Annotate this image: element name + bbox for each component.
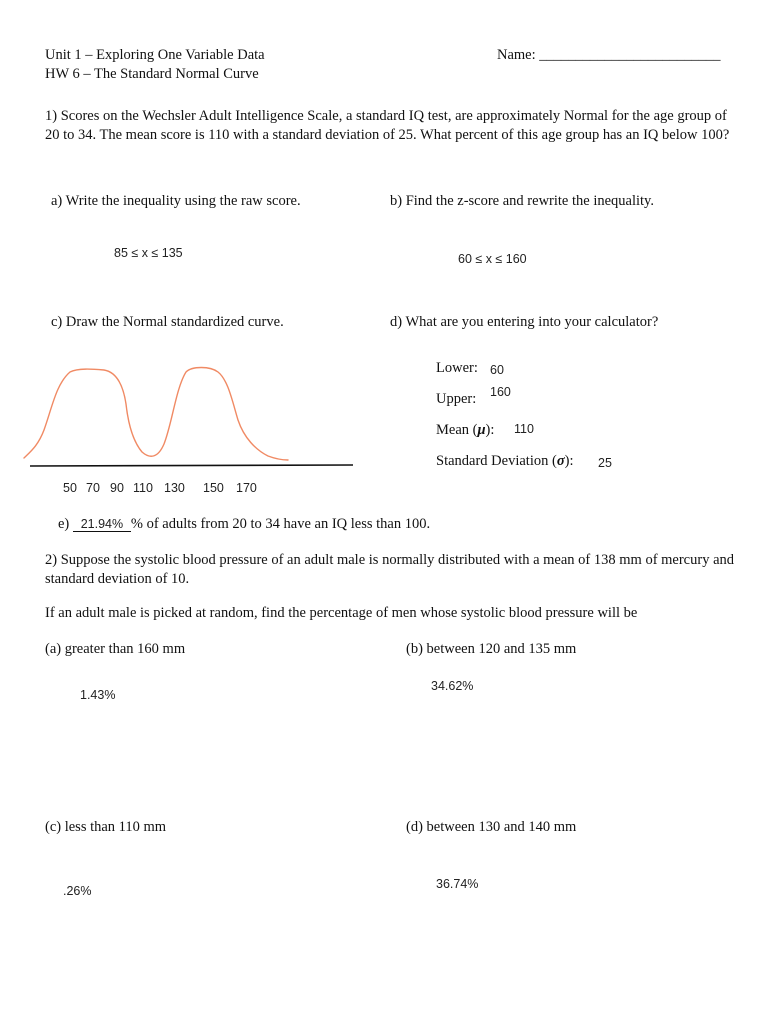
homework-title: HW 6 – The Standard Normal Curve bbox=[45, 66, 259, 82]
q1e-prefix: e) bbox=[58, 516, 70, 532]
axis-label: 110 bbox=[133, 481, 153, 495]
axis-label: 130 bbox=[164, 481, 185, 495]
calc-sd-label-end: ): bbox=[564, 453, 574, 469]
q1a-label: a) Write the inequality using the raw score. bbox=[51, 193, 301, 209]
sigma-symbol: σ bbox=[556, 453, 565, 469]
q1e-answer: 21.94% bbox=[73, 517, 131, 532]
axis-label: 50 bbox=[63, 481, 77, 495]
q1b-label: b) Find the z-score and rewrite the inequality. bbox=[390, 193, 654, 209]
q2c-answer: .26% bbox=[63, 884, 92, 898]
q1e-suffix: % of adults from 20 to 34 have an IQ less than 100. bbox=[130, 516, 431, 532]
sketch-axis-line bbox=[30, 465, 353, 466]
q2c-label: (c) less than 110 mm bbox=[45, 819, 167, 835]
calc-sd-label-text: Standard Deviation ( bbox=[436, 453, 557, 469]
sketch-curve-stroke bbox=[24, 368, 288, 461]
q1b-answer: 60 ≤ x ≤ 160 bbox=[458, 252, 527, 266]
calc-mean-label-text: Mean ( bbox=[436, 422, 478, 438]
q1e-line bbox=[58, 516, 430, 533]
question-2-prompt: 2) Suppose the systolic blood pressure of an adult male is normally distributed with a mean of 138 mm of mercury and standard deviation of 10. bbox=[45, 552, 735, 587]
question-2-intro: If an adult male is picked at random, find the percentage of men whose systolic blood pressure will be bbox=[45, 605, 638, 621]
mu-symbol: μ bbox=[477, 422, 486, 438]
axis-label: 70 bbox=[86, 481, 100, 495]
q2b-label: (b) between 120 and 135 mm bbox=[406, 641, 577, 657]
calc-upper-value: 160 bbox=[490, 385, 511, 399]
name-field: Name: _________________________ bbox=[497, 47, 721, 63]
calc-lower-value: 60 bbox=[490, 363, 504, 377]
axis-label: 170 bbox=[236, 481, 257, 495]
q1d-label: d) What are you entering into your calculator? bbox=[390, 314, 659, 330]
axis-label: 90 bbox=[110, 481, 124, 495]
q1c-label: c) Draw the Normal standardized curve. bbox=[51, 314, 284, 330]
unit-title: Unit 1 – Exploring One Variable Data bbox=[45, 47, 265, 63]
calc-sd-value: 25 bbox=[598, 456, 612, 470]
question-1-prompt: 1) Scores on the Wechsler Adult Intelligence Scale, a standard IQ test, are approximately Normal for the age group of 20 to 34. The mean score is 110 with a standard deviation of 25. What percent of this age group has an IQ below 100? bbox=[45, 108, 730, 143]
q2d-answer: 36.74% bbox=[436, 877, 479, 891]
axis-label: 150 bbox=[203, 481, 224, 495]
q2d-label: (d) between 130 and 140 mm bbox=[406, 819, 577, 835]
q2a-label: (a) greater than 160 mm bbox=[45, 641, 186, 657]
q1a-answer: 85 ≤ x ≤ 135 bbox=[114, 246, 183, 260]
calc-mean-value: 110 bbox=[514, 422, 534, 436]
calc-lower-label: Lower: bbox=[436, 360, 478, 376]
calc-upper-label: Upper: bbox=[436, 391, 477, 407]
q2a-answer: 1.43% bbox=[80, 688, 116, 702]
q2b-answer: 34.62% bbox=[431, 679, 474, 693]
calc-mean-label-end: ): bbox=[485, 422, 495, 438]
